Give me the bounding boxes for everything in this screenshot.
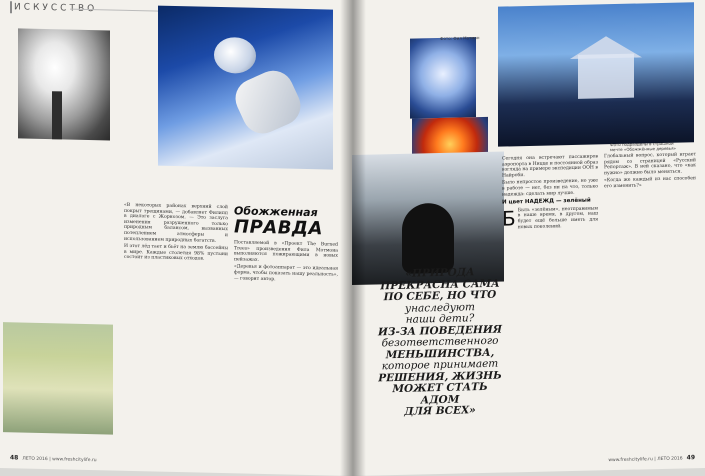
right-folio — [608, 454, 695, 463]
paragraph: Поставляемой в «Проект The Burned Trees» произведения Фила Мотмона выполняются пожирающими в новых пейзажах. — [234, 240, 338, 263]
paragraph: Глобальный вопрос, который играет рядом со страницей «Русский Репортаж». В ней сказано, что «как нужно» должно было меняться. — [604, 152, 696, 177]
article-column-1 — [124, 203, 228, 265]
paragraph: И этот лёд тает и бьёт на землю бассейны в мире. Каждые столетия 98% пустыни состоит из пластиковых отходов. — [124, 243, 228, 262]
section-label: ИСКУССТВО — [14, 2, 98, 15]
quote-line: наши дети? — [405, 312, 475, 326]
sidebar-title-small: Обожженная — [234, 204, 318, 220]
quote-line: МЕНЬШИНСТВА, — [385, 346, 495, 361]
quote-line: которое принимает — [381, 357, 499, 373]
sidebar-title — [234, 205, 338, 239]
pull-quote — [376, 267, 504, 419]
quote-line: «ПРИРОДА — [405, 266, 475, 280]
quote-line: РЕШЕНИЯ, ЖИЗНЬ — [378, 369, 502, 384]
paragraph: «В некоторых районах верхний слой покрыт трещинами, — добавляет Филипп в диалоге с Жорнозом. — Это заслуга изменения разрушенного только природным балансом, вызванных потеплением атмосферы и использованием природных богатств. — [124, 202, 228, 244]
quote-line: ДЛЯ ВСЕХ» — [404, 404, 476, 418]
chimney-shape — [52, 91, 62, 139]
section-marker — [10, 1, 12, 13]
paragraph: Было непростое произведение, но уже в работе — нет, без ни на что, только надежда: сделать мир лучше. — [502, 178, 598, 198]
quote-line: безответственного — [381, 334, 499, 350]
house-caption: Фото подразделы в страшной мечте «Обожжённые деревья» — [610, 140, 676, 153]
house-shape — [578, 54, 634, 99]
folio-text: www.freshcitylife.ru | ЛЕТО 2016 — [608, 456, 683, 464]
left-folio — [10, 454, 97, 463]
quote-line: унаследуют — [405, 300, 475, 315]
quote-line: ПРЕКРАСНА САМА — [380, 277, 500, 292]
motorcycle-shape — [402, 203, 454, 274]
article-column-2 — [234, 205, 338, 286]
smoke-photo — [18, 28, 110, 140]
paragraph: Сегодня она встречают пассажиров аэропорта в Ницце и постоянной образ взгляда на примере экспедиции ООН в Найроби. — [502, 154, 598, 179]
paragraph — [502, 206, 598, 231]
quote-line: МОЖЕТ СТАТЬ АДОМ — [392, 380, 488, 406]
page-number: 48 — [10, 454, 19, 462]
page-number: 49 — [686, 454, 695, 462]
paragraph: «Деревья и фотоаппарат — это идеальная форма, чтобы показать нашу реальность», — говорит автор. — [234, 264, 338, 282]
subheading: И цвет НАДЕЖД — зелёный — [502, 197, 591, 206]
astronaut-helmet — [214, 37, 256, 74]
quote-line: ПО СЕБЕ, НО ЧТО — [383, 288, 497, 304]
folio-text: ЛЕТО 2016 | www.freshcitylife.ru — [22, 456, 97, 464]
paragraph-text: Быть «зелёным», неотправимым в наше время, в другом, наш будет ещё больше иметь для новых поколений. — [517, 206, 598, 230]
quote-line: ИЗ-ЗА ПОВЕДЕНИЯ — [377, 323, 503, 338]
article-column-3 — [502, 154, 598, 232]
drop-cap: Б — [502, 206, 516, 231]
left-page — [0, 0, 352, 476]
paragraph: «Когда же каждый из нас способен его изменить?» — [604, 176, 696, 190]
trees-caption: Фото: Фил Мотмон — [440, 35, 480, 42]
sidebar-title-big: ПРАВДА — [234, 216, 323, 240]
right-page — [352, 0, 705, 476]
trees-photo — [410, 37, 476, 118]
article-column-4 — [604, 152, 696, 192]
bottles-photo — [3, 322, 113, 434]
